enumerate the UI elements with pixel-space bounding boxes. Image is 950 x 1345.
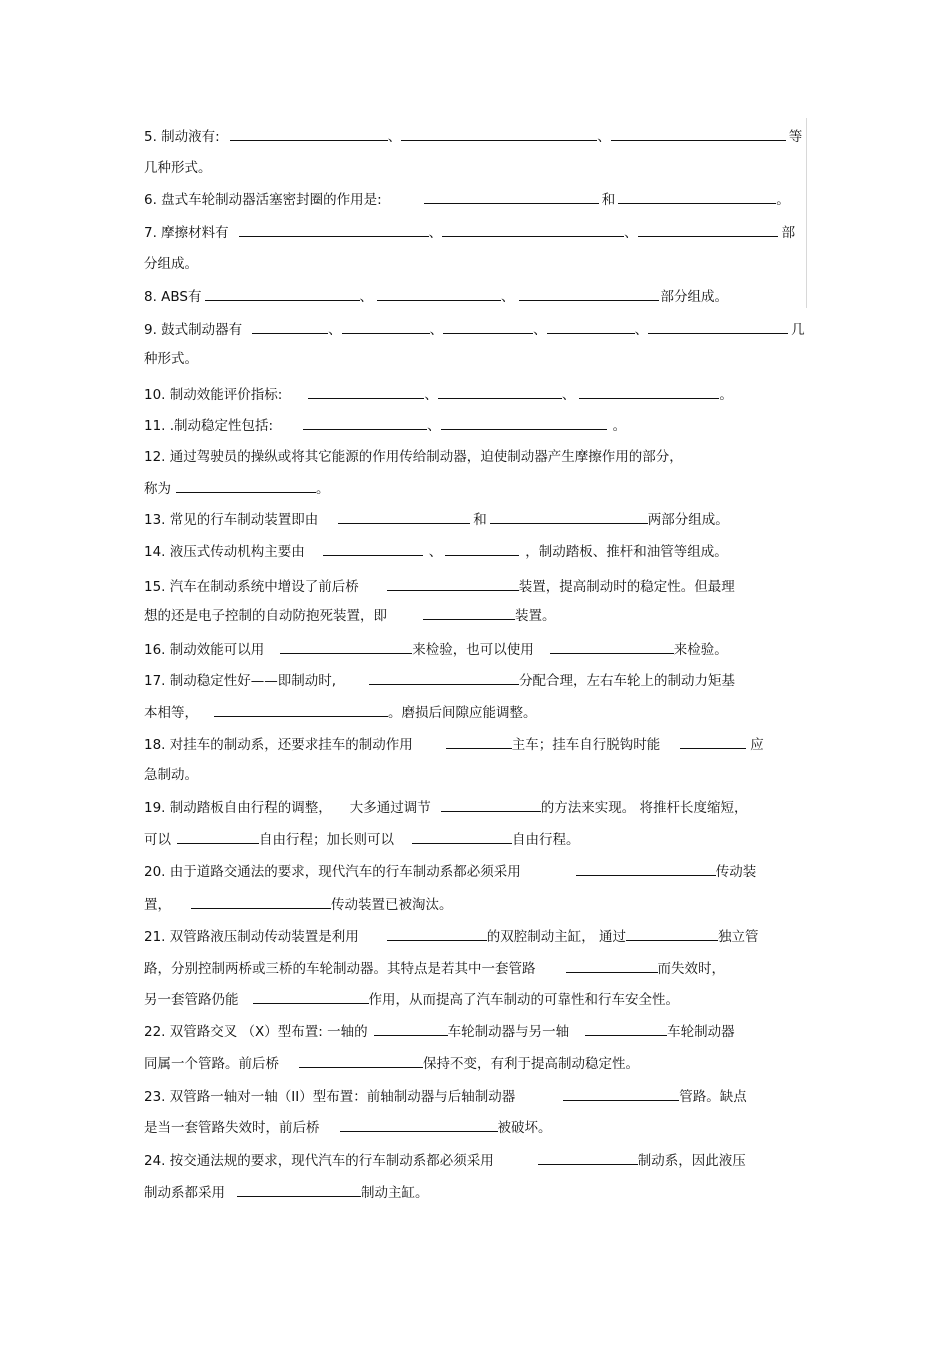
answer-blank[interactable] xyxy=(443,318,533,334)
separator: 、 xyxy=(429,322,444,338)
question-text: 11. .制动稳定性包括: xyxy=(144,418,274,434)
question-text: 分组成。 xyxy=(144,256,198,272)
question-text: 被破坏。 xyxy=(497,1120,552,1136)
question-text: 制动系都采用 xyxy=(144,1185,225,1201)
question-17-line-1 xyxy=(144,669,735,691)
question-text: 19. 制动踏板自由行程的调整， xyxy=(144,800,332,816)
answer-blank[interactable] xyxy=(239,221,429,237)
question-text: 制动系，因此液压 xyxy=(637,1153,746,1169)
answer-blank[interactable] xyxy=(205,285,360,301)
answer-blank[interactable] xyxy=(177,828,259,844)
answer-blank[interactable] xyxy=(638,221,778,237)
question-text: 21. 双管路液压制动传动装置是利用 xyxy=(144,929,359,945)
question-17-line-2 xyxy=(144,701,537,723)
question-22-line-1 xyxy=(144,1020,735,1042)
question-text: 来检验。 xyxy=(673,642,728,658)
question-text: 14. 液压式传动机构主要由 xyxy=(144,544,305,560)
answer-blank[interactable] xyxy=(441,414,607,430)
question-18-line-2 xyxy=(144,764,198,786)
separator: 、 xyxy=(359,289,374,305)
question-text: 的方法来实现。 将推杆长度缩短， xyxy=(540,800,748,816)
answer-blank[interactable] xyxy=(387,925,487,941)
separator: 、 xyxy=(501,289,515,305)
question-9-line-2 xyxy=(144,348,198,370)
question-text: 。磨损后间隙应能调整。 xyxy=(388,705,537,721)
answer-blank[interactable] xyxy=(648,318,788,334)
question-text: 装置。 xyxy=(515,608,556,624)
question-13-line-1 xyxy=(144,508,729,530)
question-24-line-2 xyxy=(144,1181,429,1203)
answer-blank[interactable] xyxy=(490,508,648,524)
question-text: 分配合理，左右车轮上的制动力矩基 xyxy=(519,673,736,689)
question-text: 17. 制动稳定性好——即制动时, xyxy=(144,673,337,689)
answer-blank[interactable] xyxy=(550,638,674,654)
answer-blank[interactable] xyxy=(680,733,746,749)
question-text: 6. 盘式车轮制动器活塞密封圈的作用是: xyxy=(144,192,382,208)
separator: 、 xyxy=(387,129,402,145)
question-12-line-2 xyxy=(144,477,330,499)
answer-blank[interactable] xyxy=(423,604,515,620)
question-14-line-1 xyxy=(144,540,728,562)
separator: 、 xyxy=(428,225,443,241)
answer-blank[interactable] xyxy=(579,383,719,399)
question-text: 8. ABS有 xyxy=(144,289,202,305)
question-18-line-1 xyxy=(144,733,764,755)
question-text: 路，分别控制两桥或三桥的车轮制动器。其特点是若其中一套管路 xyxy=(144,961,536,977)
question-10-line-1 xyxy=(144,383,733,405)
question-7-line-1 xyxy=(144,221,795,243)
question-text: 置， xyxy=(144,897,171,913)
separator: 、 xyxy=(597,129,611,145)
answer-blank[interactable] xyxy=(412,828,512,844)
question-text: 保持不变，有利于提高制动稳定性。 xyxy=(423,1056,639,1072)
question-text: 和 xyxy=(473,512,487,528)
answer-blank[interactable] xyxy=(585,1020,667,1036)
question-text: 9. 鼓式制动器有 xyxy=(144,322,243,338)
question-text: 主车；挂车自行脱钩时能 xyxy=(511,737,661,753)
question-15-line-2 xyxy=(144,604,556,626)
question-text: 15. 汽车在制动系统中增设了前后桥 xyxy=(144,579,359,595)
answer-blank[interactable] xyxy=(563,1085,679,1101)
answer-blank[interactable] xyxy=(401,125,597,141)
question-text: 22. 双管路交叉 （X）型布置: 一轴的 xyxy=(144,1024,368,1040)
answer-blank[interactable] xyxy=(176,477,316,493)
question-text: 是当一套管路失效时，前后桥 xyxy=(144,1120,320,1136)
question-6-line-1 xyxy=(144,188,790,210)
question-text: 另一套管路仍能 xyxy=(144,992,239,1008)
question-text: 。 xyxy=(612,418,627,434)
separator: 、 xyxy=(533,322,547,338)
question-text: 。 xyxy=(776,192,790,208)
answer-blank[interactable] xyxy=(377,285,501,301)
question-21-line-2 xyxy=(144,957,725,979)
answer-blank[interactable] xyxy=(338,508,470,524)
question-23-line-1 xyxy=(144,1085,747,1107)
question-text: 几 xyxy=(791,322,805,338)
question-text: 两部分组成。 xyxy=(647,512,729,528)
answer-blank[interactable] xyxy=(252,318,328,334)
question-text: 18. 对挂车的制动系，还要求挂车的制动作用 xyxy=(144,737,413,753)
question-text: 可以 xyxy=(144,832,171,848)
separator: 、 xyxy=(328,322,342,338)
answer-blank[interactable] xyxy=(299,1052,423,1068)
question-text: 急制动。 xyxy=(144,767,198,783)
answer-blank[interactable] xyxy=(626,925,718,941)
question-text: 管路。缺点 xyxy=(679,1089,747,1105)
answer-blank[interactable] xyxy=(191,893,331,909)
question-text: 部分组成。 xyxy=(660,289,729,305)
question-text: ，制动踏板、推杆和油管等组成。 xyxy=(525,544,728,560)
answer-blank[interactable] xyxy=(230,125,388,141)
question-11-line-1 xyxy=(144,414,626,436)
question-12-line-1 xyxy=(144,446,683,468)
question-text: 车轮制动器与另一轴 xyxy=(447,1024,570,1040)
question-5-line-1 xyxy=(144,125,802,147)
question-24-line-1 xyxy=(144,1149,746,1171)
question-8-line-1 xyxy=(144,285,728,307)
separator: 、 xyxy=(427,418,441,434)
answer-blank[interactable] xyxy=(308,383,424,399)
question-9-line-1 xyxy=(144,318,805,340)
question-text: 传动装置已被淘汰。 xyxy=(331,897,453,913)
question-text: 。 xyxy=(316,481,330,497)
question-5-line-2 xyxy=(144,157,212,179)
question-text: 装置，提高制动时的稳定性。但最理 xyxy=(518,579,735,595)
answer-blank[interactable] xyxy=(618,188,776,204)
separator: 、 xyxy=(561,387,576,403)
question-text: 等 xyxy=(788,129,803,145)
question-text: 几种形式。 xyxy=(144,160,212,176)
page-edge-rule xyxy=(806,118,807,308)
answer-blank[interactable] xyxy=(442,221,624,237)
answer-blank[interactable] xyxy=(374,1020,448,1036)
answer-blank[interactable] xyxy=(323,540,423,556)
answer-blank[interactable] xyxy=(237,1181,361,1197)
question-text: 种形式。 xyxy=(144,351,198,367)
question-text: 传动装 xyxy=(715,864,757,880)
question-text: 大多通过调节 xyxy=(349,800,431,816)
answer-blank[interactable] xyxy=(369,669,519,685)
question-text: 和 xyxy=(601,192,616,208)
question-text: 5. 制动液有: xyxy=(144,129,220,145)
question-22-line-2 xyxy=(144,1052,639,1074)
question-text: 。 xyxy=(719,387,733,403)
question-text: 10. 制动效能评价指标: xyxy=(144,387,283,403)
question-19-line-2 xyxy=(144,828,580,850)
answer-blank[interactable] xyxy=(340,1116,498,1132)
separator: 、 xyxy=(424,387,438,403)
answer-blank[interactable] xyxy=(438,383,562,399)
question-19-line-1 xyxy=(144,796,748,818)
separator: 、 xyxy=(634,322,649,338)
question-text: 16. 制动效能可以用 xyxy=(144,642,265,658)
separator: 、 xyxy=(624,225,638,241)
question-text: 制动主缸。 xyxy=(361,1185,429,1201)
question-text: 来检验，也可以使用 xyxy=(412,642,534,658)
question-text: 应 xyxy=(750,737,764,753)
question-20-line-2 xyxy=(144,893,453,915)
answer-blank[interactable] xyxy=(446,733,512,749)
question-text: 23. 双管路一轴对一轴（II）型布置：前轴制动器与后轴制动器 xyxy=(144,1089,516,1105)
question-text: 独立管 xyxy=(718,929,759,945)
question-7-line-2 xyxy=(144,253,198,275)
question-text: 本相等， xyxy=(144,705,198,721)
question-16-line-1 xyxy=(144,638,728,660)
answer-blank[interactable] xyxy=(445,540,519,556)
answer-blank[interactable] xyxy=(611,125,786,141)
question-text: 车轮制动器 xyxy=(667,1024,735,1040)
question-text: 7. 摩擦材料有 xyxy=(144,225,229,241)
question-text: 而失效时， xyxy=(657,961,725,977)
question-text: 24. 按交通法规的要求，现代汽车的行车制动系都必须采用 xyxy=(144,1153,494,1169)
answer-blank[interactable] xyxy=(342,318,430,334)
answer-blank[interactable] xyxy=(441,796,541,812)
question-21-line-1 xyxy=(144,925,759,947)
answer-blank[interactable] xyxy=(547,318,635,334)
answer-blank[interactable] xyxy=(303,414,427,430)
question-text: 12. 通过驾驶员的操纵或将其它能源的作用传给制动器，迫使制动器产生摩擦作用的部分， xyxy=(144,449,683,465)
question-23-line-2 xyxy=(144,1116,552,1138)
question-text: 自由行程。 xyxy=(512,832,580,848)
separator: 、 xyxy=(428,544,443,560)
answer-blank[interactable] xyxy=(253,988,369,1004)
answer-blank[interactable] xyxy=(519,285,659,301)
question-text: 作用，从而提高了汽车制动的可靠性和行车安全性。 xyxy=(368,992,679,1008)
question-21-line-3 xyxy=(144,988,679,1010)
answer-blank[interactable] xyxy=(538,1149,638,1165)
question-text: 部 xyxy=(781,225,796,241)
question-text: 20. 由于道路交通法的要求，现代汽车的行车制动系都必须采用 xyxy=(144,864,521,880)
answer-blank[interactable] xyxy=(576,860,716,876)
answer-blank[interactable] xyxy=(424,188,599,204)
answer-blank[interactable] xyxy=(387,575,519,591)
answer-blank[interactable] xyxy=(280,638,412,654)
question-text: 13. 常见的行车制动装置即由 xyxy=(144,512,319,528)
question-text: 同属一个管路。前后桥 xyxy=(144,1056,279,1072)
question-text: 的双腔制动主缸， 通过 xyxy=(486,929,627,945)
question-text: 自由行程；加长则可以 xyxy=(259,832,394,848)
question-text: 想的还是电子控制的自动防抱死装置，即 xyxy=(144,608,387,624)
question-20-line-1 xyxy=(144,860,756,882)
answer-blank[interactable] xyxy=(214,701,388,717)
question-text: 称为 xyxy=(144,481,171,497)
question-15-line-1 xyxy=(144,575,735,597)
answer-blank[interactable] xyxy=(566,957,658,973)
